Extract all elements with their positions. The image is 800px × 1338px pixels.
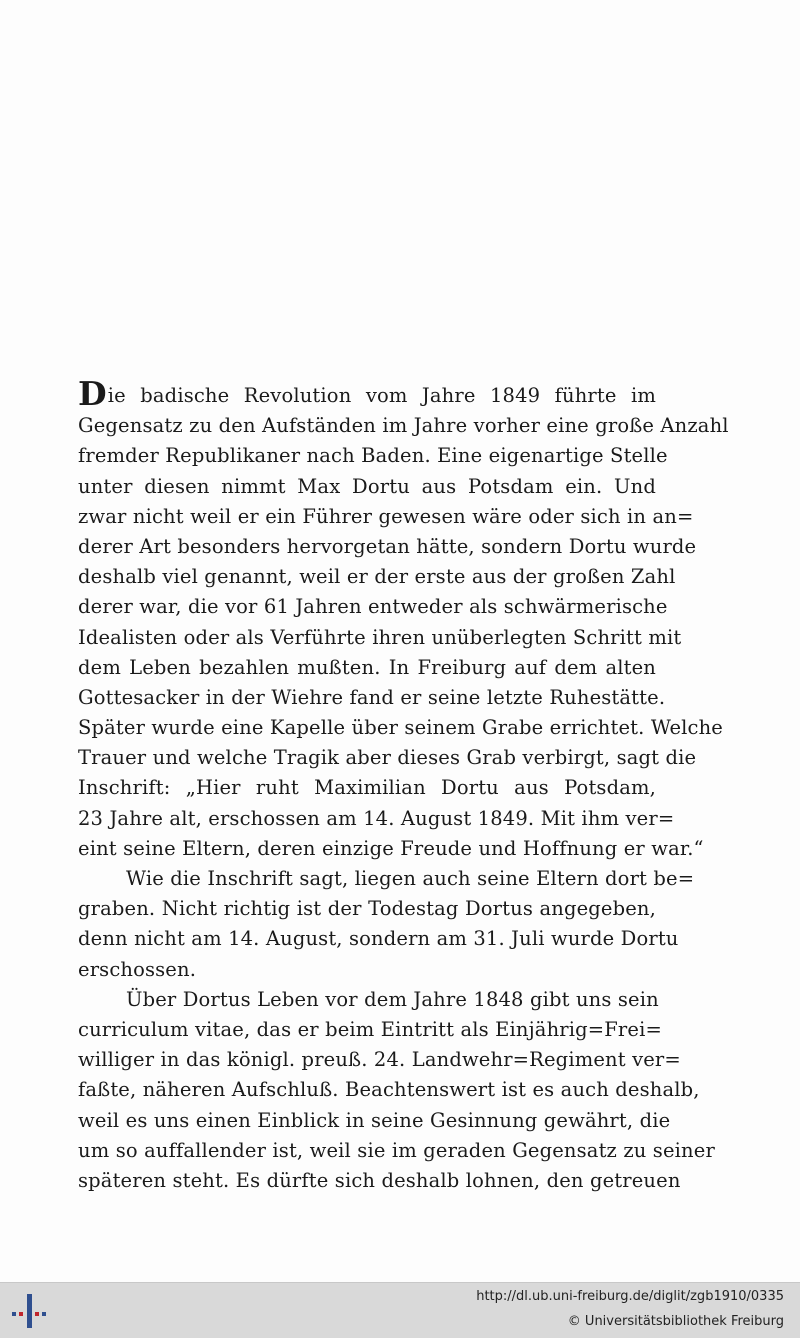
text-line: williger in das königl. preuß. 24. Landwehr=Regiment ver= xyxy=(78,1048,681,1072)
text-line: Gottesacker in der Wiehre fand er seine letzte Ruhestätte. xyxy=(78,685,666,709)
text-line: faßte, näheren Aufschluß. Beachtenswert ist es auch deshalb, xyxy=(78,1078,700,1102)
text-line: weil es uns einen Einblick in seine Gesinnung gewährt, die xyxy=(78,1108,671,1132)
text-line: Idealisten oder als Verführte ihren unüberlegten Schritt mit xyxy=(78,625,682,649)
footer-bar xyxy=(0,1282,800,1338)
text-line: erschossen. xyxy=(78,957,197,981)
text-line: Später wurde eine Kapelle über seinem Grabe errichtet. Welche xyxy=(78,716,723,740)
text-line: späteren steht. Es dürfte sich deshalb lohnen, den getreuen xyxy=(78,1168,681,1192)
text-line: deshalb viel genannt, weil er der erste aus der großen Zahl xyxy=(78,565,676,589)
text-line: dem Leben bezahlen mußten. In Freiburg auf dem alten xyxy=(78,655,656,679)
text-line: eint seine Eltern, deren einzige Freude und Hoffnung er war.“ xyxy=(78,836,704,860)
text-line: graben. Nicht richtig ist der Todestag Dortus angegeben, xyxy=(78,897,656,921)
text-line: Inschrift: „Hier ruht Maximilian Dortu aus Potsdam, xyxy=(78,776,656,800)
body-text xyxy=(78,374,729,1196)
text-line: fremder Republikaner nach Baden. Eine eigenartige Stelle xyxy=(78,444,668,468)
text-line: derer Art besonders hervorgetan hätte, sondern Dortu wurde xyxy=(78,534,697,558)
text-line: Wie die Inschrift sagt, liegen auch seine Eltern dort be= xyxy=(126,867,695,890)
text-line: Über Dortus Leben vor dem Jahre 1848 gibt uns sein xyxy=(126,987,659,1011)
ub-freiburg-logo-icon[interactable] xyxy=(10,1291,50,1331)
text-line: Die badische Revolution vom Jahre 1849 führte im xyxy=(78,374,656,413)
drop-cap: D xyxy=(78,374,107,413)
permalink-url[interactable]: http://dl.ub.uni-freiburg.de/diglit/zgb1910/0335 xyxy=(476,1289,784,1304)
text-line: curriculum vitae, das er beim Eintritt als Einjährig=Frei= xyxy=(78,1017,662,1041)
copyright-text: © Universitätsbibliothek Freiburg xyxy=(567,1314,784,1329)
text-line: derer war, die vor 61 Jahren entweder als schwärmerische xyxy=(78,595,668,619)
text-line: Gegensatz zu den Aufständen im Jahre vorher eine große Anzahl xyxy=(78,414,729,438)
text-line: zwar nicht weil er ein Führer gewesen wäre oder sich in an= xyxy=(78,504,694,528)
text-line: 23 Jahre alt, erschossen am 14. August 1849. Mit ihm ver= xyxy=(78,806,675,830)
text-line: unter diesen nimmt Max Dortu aus Potsdam ein. Und xyxy=(78,474,656,498)
text-line: denn nicht am 14. August, sondern am 31. Juli wurde Dortu xyxy=(78,927,679,951)
text-line: Trauer und welche Tragik aber dieses Grab verbirgt, sagt die xyxy=(78,746,697,770)
text-line: um so auffallender ist, weil sie im geraden Gegensatz zu seiner xyxy=(78,1138,715,1162)
